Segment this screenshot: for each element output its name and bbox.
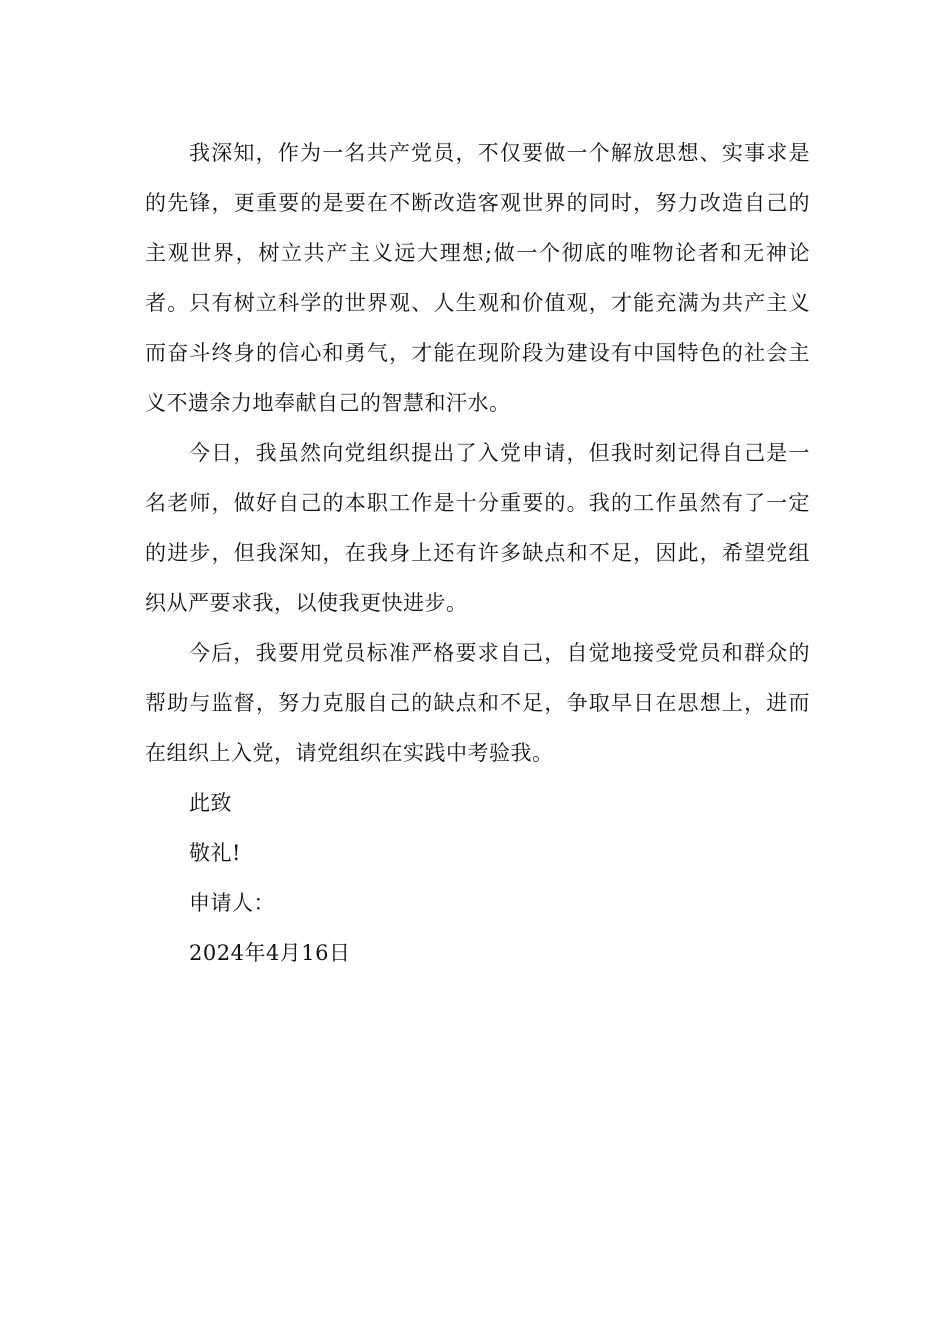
date-text: 2024年4月16日	[189, 941, 351, 965]
paragraph-application: 今日，我虽然向党组织提出了入党申请，但我时刻记得自己是一名老师，做好自己的本职工作是十分重要的。我的工作虽然有了一定的进步，但我深知，在我身上还有许多缺点和不足，因此，希望党组织从严要求我，以使我更快进步。	[145, 441, 810, 615]
document-body	[145, 128, 810, 978]
salute-text: 敬礼!	[189, 841, 241, 865]
paragraph-belief: 我深知，作为一名共产党员，不仅要做一个解放思想、实事求是的先锋，更重要的是要在不断改造客观世界的同时，努力改造自己的主观世界，树立共产主义远大理想;做一个彻底的唯物论者和无神论者。只有树立科学的世界观、人生观和价值观，才能充满为共产主义而奋斗终身的信心和勇气，才能在现阶段为建设有中国特色的社会主义不遗余力地奉献自己的智慧和汗水。	[145, 141, 810, 415]
paragraph-commitment: 今后，我要用党员标准严格要求自己，自觉地接受党员和群众的帮助与监督，努力克服自己的缺点和不足，争取早日在思想上，进而在组织上入党，请党组织在实践中考验我。	[145, 641, 810, 765]
closing-text: 此致	[189, 791, 232, 815]
applicant-label: 申请人：	[189, 891, 275, 915]
